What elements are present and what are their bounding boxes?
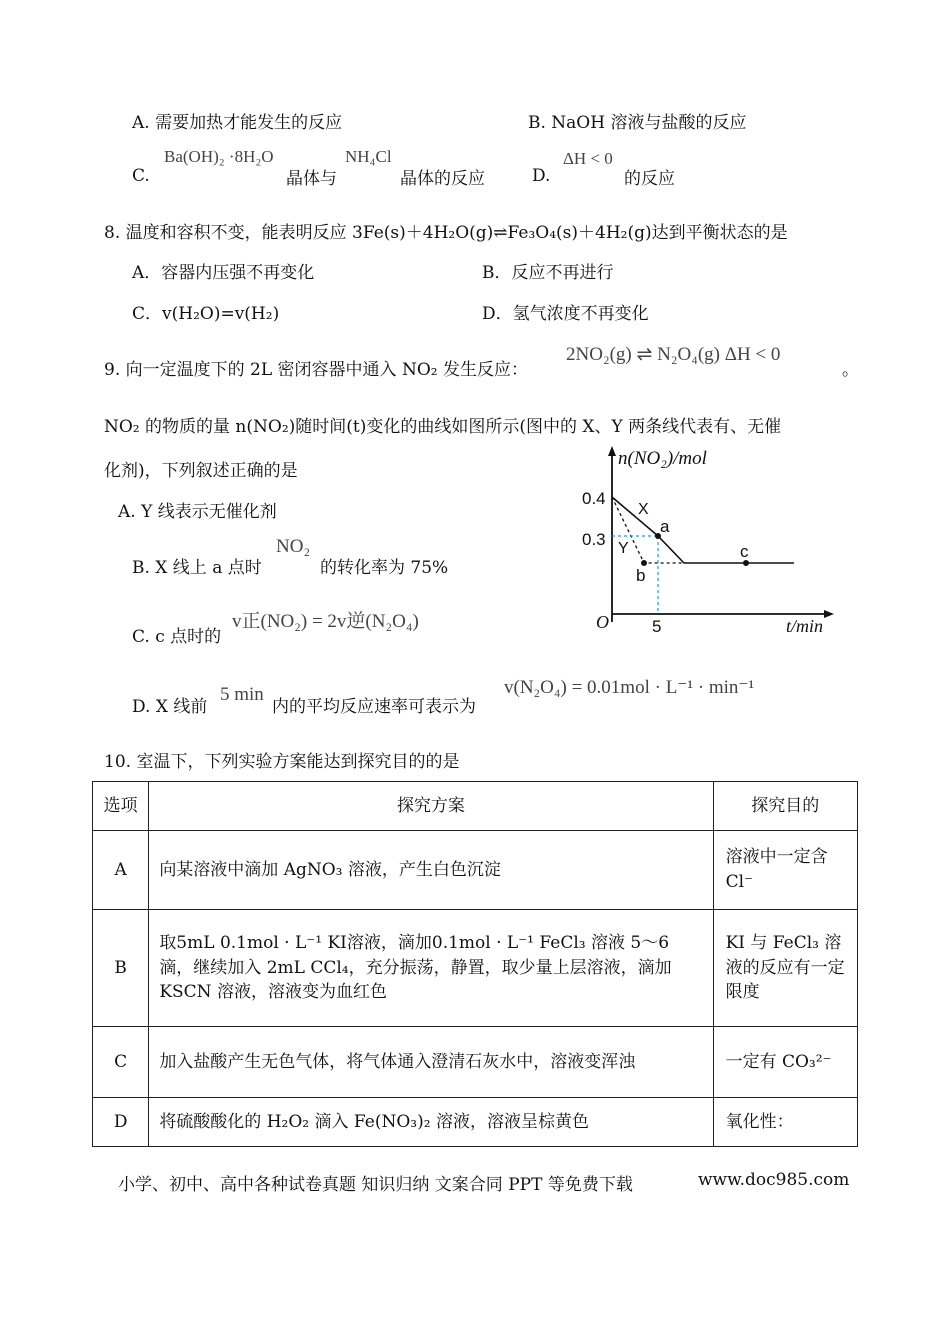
q9-option-c-prefix: C. c 点时的 bbox=[132, 627, 222, 647]
q7-option-c-mid: 晶体与 bbox=[286, 169, 337, 189]
y-tick-0.3: 0.3 bbox=[582, 530, 606, 549]
row-goal: 氧化性： bbox=[713, 1098, 857, 1147]
q7-option-c-prefix: C. bbox=[132, 166, 150, 186]
table-row bbox=[93, 1027, 858, 1098]
q8-option-c: C．v(H₂O)=v(H₂) bbox=[132, 304, 280, 324]
q9-option-a: A. Y 线表示无催化剂 bbox=[118, 502, 277, 522]
q10-stem: 10. 室温下，下列实验方案能达到探究目的的是 bbox=[104, 752, 460, 772]
header-goal: 探究目的 bbox=[713, 782, 857, 831]
row-plan: 向某溶液中滴加 AgNO₃ 溶液，产生白色沉淀 bbox=[149, 831, 713, 910]
footer-text: 小学、初中、高中各种试卷真题 知识归纳 文案合同 PPT 等免费下载 bbox=[118, 1175, 633, 1195]
table-row bbox=[93, 1098, 858, 1147]
label-b: b bbox=[636, 566, 646, 585]
table-header-row bbox=[93, 782, 858, 831]
row-option: D bbox=[93, 1098, 149, 1147]
row-goal: 一定有 CO₃²⁻ bbox=[713, 1027, 857, 1098]
q7-option-d-suffix: 的反应 bbox=[624, 169, 675, 189]
q9-option-c-formula: v正(NO₂) = 2v逆(N₂O₄) bbox=[232, 611, 419, 632]
q7-option-c-suffix: 晶体的反应 bbox=[400, 169, 485, 189]
y-tick-0.4: 0.4 bbox=[582, 489, 606, 508]
q10-table bbox=[92, 781, 858, 1147]
y-axis-label: n(NO₂)/mol bbox=[618, 448, 707, 469]
q9-reaction: 2NO₂(g) ⇌ N₂O₄(g) ΔH < 0 bbox=[566, 344, 781, 365]
row-plan: 将硫酸酸化的 H₂O₂ 滴入 Fe(NO₃)₂ 溶液，溶液呈棕黄色 bbox=[149, 1098, 713, 1147]
q7-option-b: B. NaOH 溶液与盐酸的反应 bbox=[528, 113, 747, 133]
q9-option-b-suffix: 的转化率为 75% bbox=[320, 558, 449, 578]
label-x: X bbox=[638, 501, 649, 518]
q9-option-d-prefix: D. X 线前 bbox=[132, 697, 208, 717]
q8-option-a: A．容器内压强不再变化 bbox=[132, 263, 315, 283]
row-option: C bbox=[93, 1027, 149, 1098]
q7-option-c-formula-2: NH₄Cl bbox=[345, 147, 392, 166]
q8-option-b: B．反应不再进行 bbox=[482, 263, 614, 283]
x-axis-label: t/min bbox=[786, 616, 824, 636]
header-plan: 探究方案 bbox=[149, 782, 713, 831]
q8-option-d: D．氢气浓度不再变化 bbox=[482, 304, 649, 324]
y-axis-arrow-icon bbox=[608, 446, 616, 456]
q7-option-a: A. 需要加热才能发生的反应 bbox=[132, 113, 343, 133]
q9-option-d-mid: 内的平均反应速率可表示为 bbox=[272, 697, 476, 717]
row-plan: 加入盐酸产生无色气体，将气体通入澄清石灰水中，溶液变浑浊 bbox=[149, 1027, 713, 1098]
row-goal: KI 与 FeCl₃ 溶液的反应有一定限度 bbox=[713, 910, 857, 1027]
row-option: A bbox=[93, 831, 149, 910]
q9-stem-line-1: 9. 向一定温度下的 2L 密闭容器中通入 NO₂ 发生反应： bbox=[104, 360, 528, 380]
q7-option-c-formula-1: Ba(OH)₂ ·8H₂O bbox=[164, 147, 274, 166]
x-tick-5: 5 bbox=[652, 617, 662, 636]
table-row bbox=[93, 831, 858, 910]
q9-option-d-formula-1: 5 min bbox=[220, 684, 264, 705]
footer-url[interactable]: www.doc985.com bbox=[698, 1170, 850, 1190]
header-option: 选项 bbox=[93, 782, 149, 831]
q9-option-d-formula-2: v(N₂O₄) = 0.01mol · L⁻¹ · min⁻¹ bbox=[504, 677, 755, 698]
row-goal: 溶液中一定含 Cl⁻ bbox=[713, 831, 857, 910]
q7-option-d-prefix: D. bbox=[532, 166, 551, 186]
x-axis-arrow-icon bbox=[824, 610, 834, 618]
q9-option-b-formula: NO₂ bbox=[276, 536, 311, 557]
label-c: c bbox=[740, 542, 749, 561]
q9-stem-line-2: NO₂ 的物质的量 n(NO₂)随时间(t)变化的曲线如图所示(图中的 X、Y 两条线代表有、无催 bbox=[104, 417, 782, 437]
origin-label: O bbox=[596, 612, 609, 632]
q9-stem-line-3: 化剂)，下列叙述正确的是 bbox=[104, 461, 298, 481]
q9-stem-end: 。 bbox=[842, 360, 859, 380]
label-y: Y bbox=[618, 540, 629, 557]
nno2-time-graph bbox=[576, 440, 836, 640]
label-a: a bbox=[660, 517, 670, 536]
q9-option-b-prefix: B. X 线上 a 点时 bbox=[132, 558, 262, 578]
q7-option-d-formula: ΔH < 0 bbox=[563, 149, 613, 168]
row-option: B bbox=[93, 910, 149, 1027]
row-plan: 取5mL 0.1mol · L⁻¹ KI溶液，滴加0.1mol · L⁻¹ FeCl₃ 溶液 5～6 滴，继续加入 2mL CCl₄，充分振荡，静置，取少量上层溶液，滴加 KSCN 溶液，溶液变为血红色 bbox=[149, 910, 713, 1027]
q8-stem: 8. 温度和容积不变，能表明反应 3Fe(s)＋4H₂O(g)⇌Fe₃O₄(s)＋4H₂(g)达到平衡状态的是 bbox=[104, 223, 788, 243]
table-row bbox=[93, 910, 858, 1027]
